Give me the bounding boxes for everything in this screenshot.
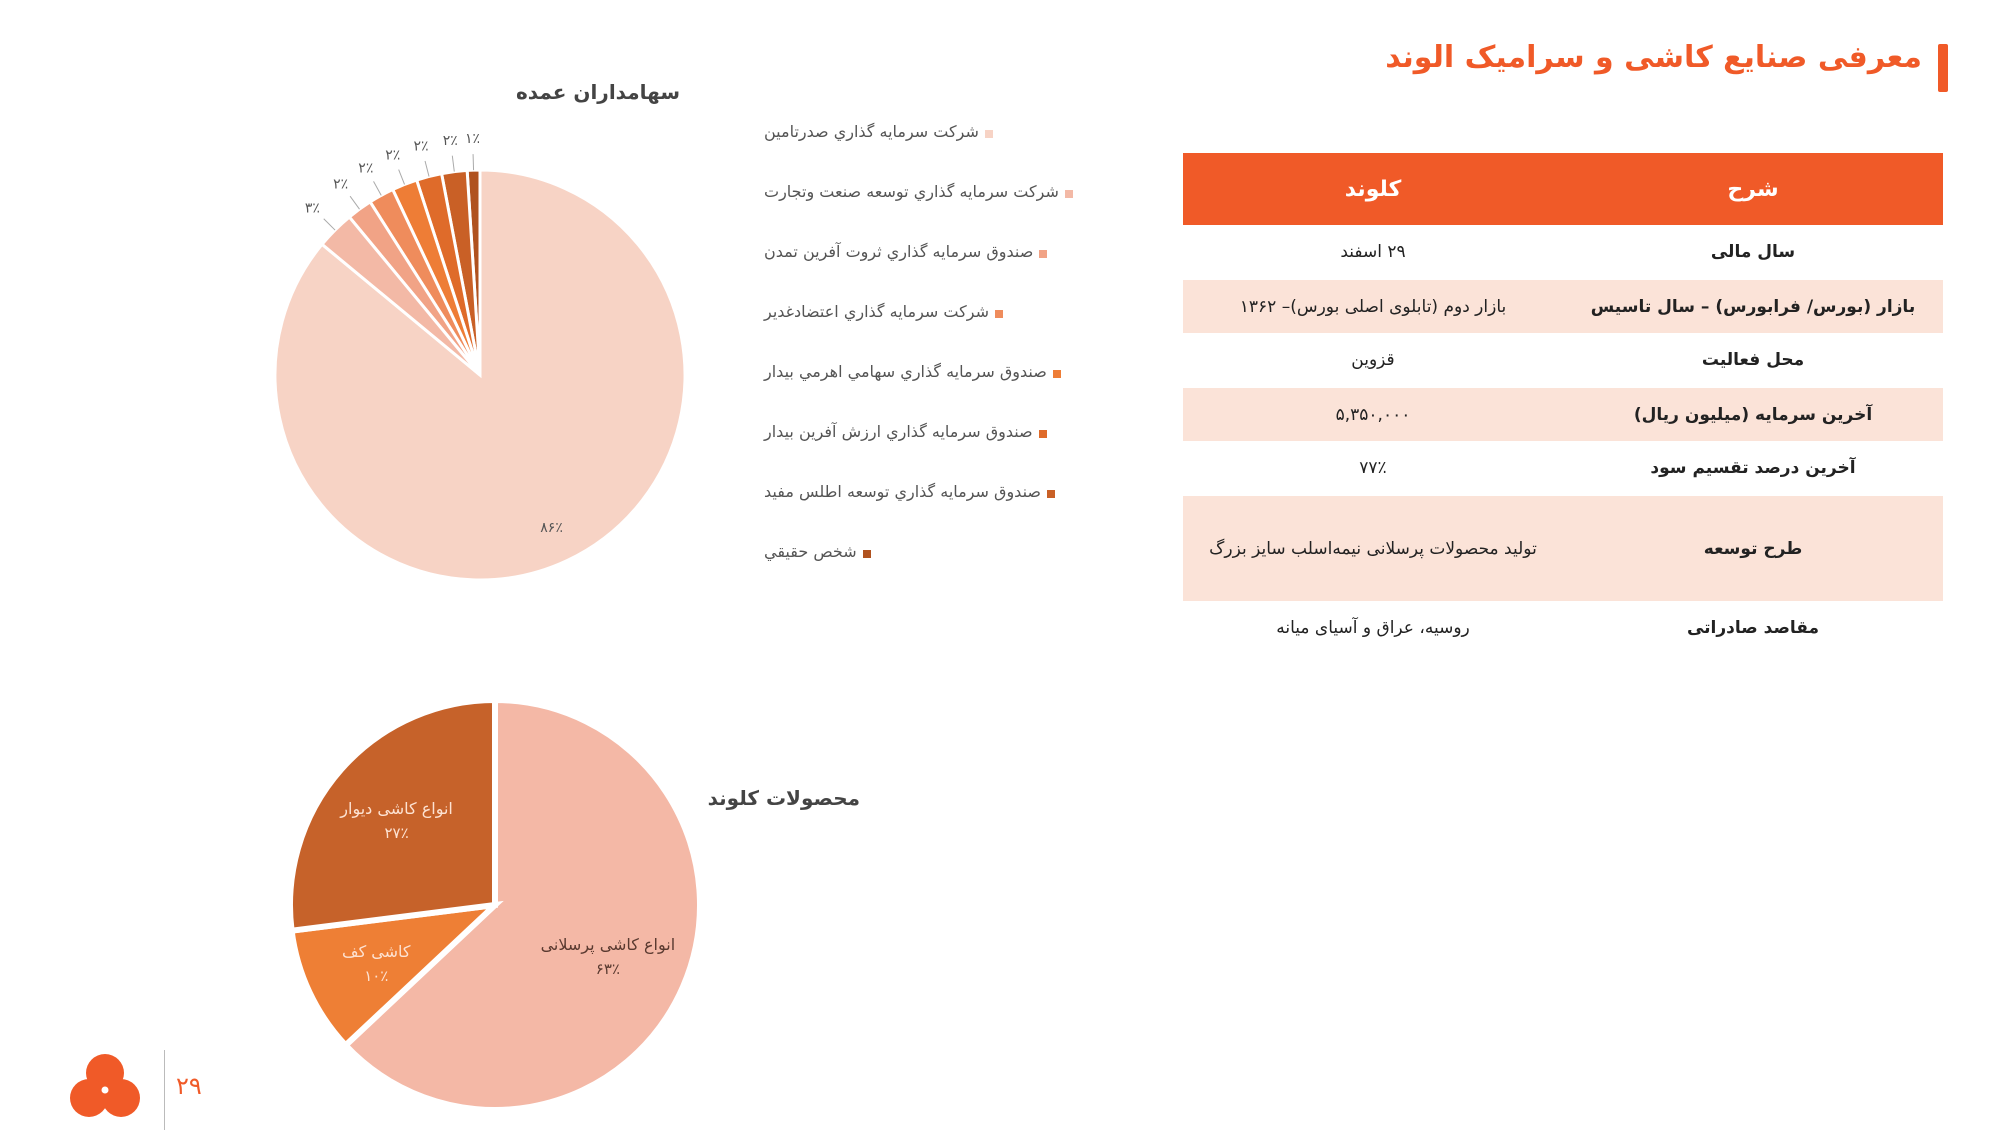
shareholders-pie-chart — [250, 131, 720, 610]
pie-label: ۱٪ — [465, 131, 481, 148]
pie-value-label: ۱۰٪ — [364, 966, 389, 985]
row-value: روسیه، عراق و آسیای میانه — [1276, 618, 1470, 638]
table-row — [1183, 441, 1943, 495]
pie-label: ۳٪ — [304, 200, 320, 217]
legend-swatch — [995, 310, 1003, 318]
row-label: مقاصد صادراتی — [1686, 618, 1820, 638]
legend-label: صندوق سرمايه گذاري سهامي اهرمي بيدار — [764, 362, 1047, 381]
row-label: بازار (بورس/ فرابورس) – سال تاسیس — [1563, 279, 1943, 333]
legend-label: صندوق سرمايه گذاري ارزش آفرين بيدار — [764, 422, 1033, 441]
pie-leader-line — [350, 196, 359, 209]
pie-category-label: انواع کاشی پرسلانی — [540, 934, 676, 954]
title-accent-bar — [1938, 44, 1948, 92]
pie-label: ۲٪ — [358, 160, 374, 177]
table-header-description: شرح — [1563, 153, 1943, 225]
table-header-company: کلوند — [1183, 153, 1563, 225]
legend-label: شرکت سرمايه گذاري صدرتامين — [764, 122, 979, 141]
pie-leader-line — [324, 219, 335, 230]
legend-label: صندوق سرمايه گذاري توسعه اطلس مفيد — [764, 482, 1041, 501]
legend-swatch — [1039, 430, 1047, 438]
products-chart-title: محصولات کلوند — [707, 786, 860, 810]
table-row — [1183, 601, 1943, 655]
pie-value-label: ۲۷٪ — [384, 824, 409, 843]
pie-label: ۲٪ — [413, 138, 429, 155]
legend-swatch — [1047, 490, 1055, 498]
pie-value-label: ۶۳٪ — [595, 959, 620, 978]
row-label: آخرین سرمایه (میلیون ریال) — [1563, 387, 1943, 441]
shareholders-legend — [764, 122, 1134, 602]
legend-label: شرکت سرمايه گذاري اعتضادغدير — [764, 302, 989, 321]
legend-item — [764, 302, 1134, 362]
row-label: آخرین درصد تقسیم سود — [1650, 457, 1856, 478]
legend-label: شخص حقيقي — [764, 542, 857, 561]
pie-category-label: انواع کاشی دیوار — [340, 799, 453, 819]
pie-leader-line — [399, 170, 405, 185]
pie-label: ۸۶٪ — [540, 520, 563, 537]
pie-leader-line — [425, 161, 429, 176]
legend-swatch — [863, 550, 871, 558]
company-info-table — [1183, 153, 1943, 655]
legend-item — [764, 482, 1134, 542]
pie-label: ۲٪ — [333, 176, 349, 193]
table-row — [1183, 279, 1943, 333]
pie-label: ۲٪ — [442, 132, 458, 149]
table-row — [1183, 387, 1943, 441]
pie-leader-line — [452, 156, 454, 172]
row-value: بازار دوم (تابلوی اصلی بورس)– ۱۳۶۲ — [1183, 279, 1563, 333]
company-logo-icon — [70, 1052, 140, 1118]
row-label: سال مالی — [1710, 241, 1796, 262]
table-row — [1183, 333, 1943, 387]
products-pie-chart — [270, 685, 720, 1125]
row-value: ۵,۳۵۰,۰۰۰ — [1183, 387, 1563, 441]
legend-item — [764, 242, 1134, 302]
page-title: معرفی صنایع کاشی و سرامیک الوند — [1385, 40, 1922, 75]
row-value: قزوین — [1351, 349, 1395, 370]
legend-swatch — [1053, 370, 1061, 378]
row-label: طرح توسعه — [1563, 495, 1943, 601]
footer-divider — [164, 1050, 165, 1130]
legend-item — [764, 182, 1134, 242]
legend-label: شرکت سرمايه گذاري توسعه صنعت وتجارت — [764, 182, 1059, 201]
row-label: محل فعالیت — [1701, 349, 1805, 370]
legend-item — [764, 422, 1134, 482]
page-number: ۲۹ — [176, 1072, 202, 1100]
pie-category-label: کاشی کف — [342, 941, 411, 961]
pie-leader-line — [473, 154, 474, 170]
table-header-row — [1183, 153, 1943, 225]
legend-label: صندوق سرمايه گذاري ثروت آفرين تمدن — [764, 242, 1034, 261]
pie-leader-line — [374, 181, 382, 195]
row-value: ۲۹ اسفند — [1340, 241, 1406, 262]
legend-swatch — [1039, 250, 1047, 258]
legend-swatch — [1065, 190, 1073, 198]
legend-item — [764, 122, 1134, 182]
table-row — [1183, 495, 1943, 601]
legend-item — [764, 362, 1134, 422]
legend-item — [764, 542, 1134, 602]
legend-swatch — [985, 130, 993, 138]
table-row — [1183, 225, 1943, 279]
row-value: تولید محصولات پرسلانی نیمه‌اسلب سایز بزرگ — [1183, 495, 1563, 601]
pie-label: ۲٪ — [385, 147, 401, 164]
shareholders-chart-title: سهامداران عمده — [515, 80, 680, 104]
row-value: ۷۷٪ — [1359, 457, 1387, 478]
